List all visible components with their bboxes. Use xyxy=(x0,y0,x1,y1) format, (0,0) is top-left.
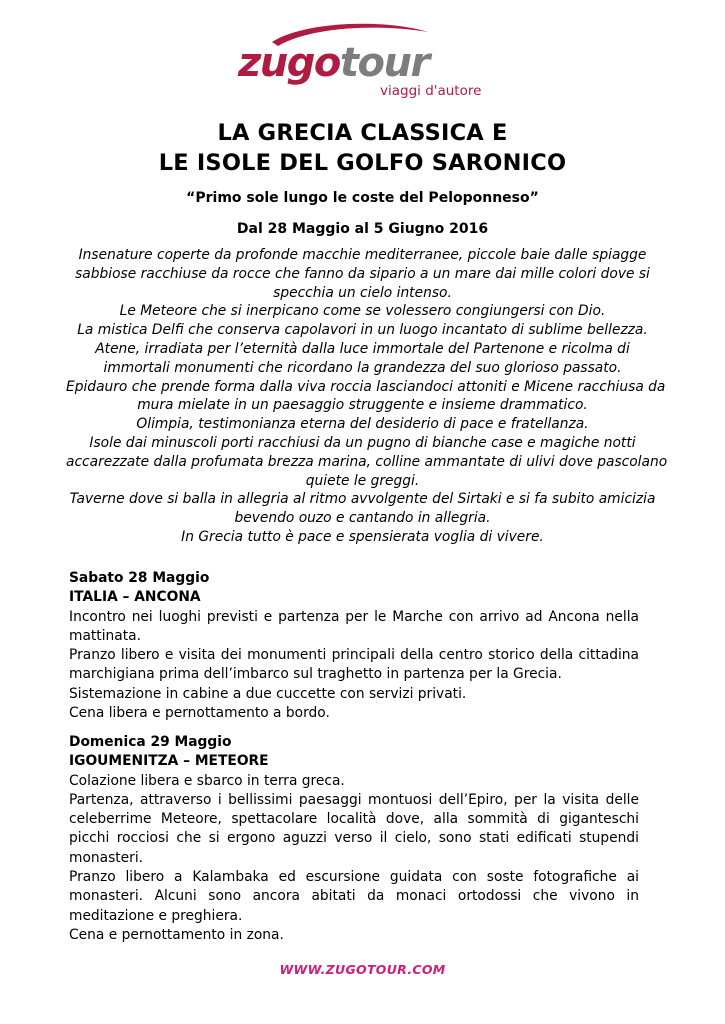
logo-zugo: zugo xyxy=(238,40,340,86)
day-route: ITALIA – ANCONA xyxy=(69,589,201,606)
day-paragraph: Cena libera e pernottamento a bordo. xyxy=(69,705,330,722)
itinerary-day-1 xyxy=(69,569,639,723)
intro-text xyxy=(66,246,668,547)
intro-line: Insenature coperte da profonde macchie mediterranee, piccole baie dalle spiagge xyxy=(78,247,647,263)
day-paragraph: Incontro nei luoghi previsti e partenza per le Marche con arrivo ad Ancona nella mattinata. xyxy=(69,608,639,644)
intro-line: Isole dai minuscoli porti racchiusi da un pugno di bianche case e magiche notti xyxy=(89,434,636,451)
logo-graphic xyxy=(232,18,482,106)
day-paragraph: Pranzo libero a Kalambaka ed escursione guidata con soste fotografiche ai monasteri. Alcuni sono ancora abitati da monaci ortodossi che vivono in meditazione e preghiera. xyxy=(69,869,639,924)
day-paragraph: Pranzo libero e visita dei monumenti principali della centro storico della cittadina marchigiana prima dell’imbarco sul traghetto in partenza per la Grecia. xyxy=(69,647,639,683)
title-line-1: LA GRECIA CLASSICA E xyxy=(217,120,508,146)
intro-line: Olimpia, testimonianza eterna del desiderio di pace e fratellanza. xyxy=(136,416,589,433)
intro-line: La mistica Delfi che conserva capolavori in un luogo incantato di sublime bellezza. xyxy=(77,322,648,339)
logo-tagline: viaggi d'autore xyxy=(380,83,482,99)
website-link[interactable]: WWW.ZUGOTOUR.COM xyxy=(279,962,446,977)
intro-line: immortali monumenti che ricordano la grandezza del suo glorioso passato. xyxy=(103,359,622,376)
intro-line: In Grecia tutto è pace e spensierata voglia di vivere. xyxy=(181,528,544,545)
intro-line: accarezzate dalla profumata brezza marina, colline ammantate di ulivi dove pascolano xyxy=(66,453,668,470)
subtitle: “Primo sole lungo le coste del Peloponneso” xyxy=(186,190,539,206)
day-paragraph: Colazione libera e sbarco in terra greca. xyxy=(69,772,345,789)
logo-text xyxy=(237,40,432,86)
day-paragraph: Sistemazione in cabine a due cuccette con servizi privati. xyxy=(69,685,467,702)
intro-line: quiete le greggi. xyxy=(305,472,420,489)
day-paragraph: Partenza, attraverso i bellissimi paesaggi montuosi dell’Epiro, per la visita delle celeberrime Meteore, spettacolare località dove, alla sommità di giganteschi picchi rocciosi che si ergono aguzzi verso il cielo, sono stati edificati stupendi monasteri. xyxy=(69,791,639,866)
itinerary-day-2 xyxy=(69,733,639,945)
travel-dates: Dal 28 Maggio al 5 Giugno 2016 xyxy=(236,221,489,237)
day-date: Sabato 28 Maggio xyxy=(69,570,210,586)
intro-line: Atene, irradiata per l’eternità dalla luce immortale del Partenone e ricolma di xyxy=(95,340,630,357)
intro-line: Le Meteore che si inerpicano come se volessero congiungersi con Dio. xyxy=(119,303,606,320)
logo-tour: tour xyxy=(339,40,429,86)
intro-line: specchia un cielo intenso. xyxy=(273,284,452,301)
intro-line: sabbiose racchiuse da rocce che fanno da sipario a un mare dai mille colori dove si xyxy=(75,265,650,282)
zugotour-logo xyxy=(232,18,482,106)
intro-line: Taverne dove si balla in allegria al ritmo avvolgente del Sirtaki e si fa subito amicizia xyxy=(69,491,656,508)
intro-line: Epidauro che prende forma dalla viva roccia lasciandoci attoniti e Micene racchiusa da xyxy=(66,378,666,395)
day-date: Domenica 29 Maggio xyxy=(69,734,232,750)
intro-line: mura mielate in un paesaggio struggente e insieme drammatico. xyxy=(137,397,588,414)
title-line-2: LE ISOLE DEL GOLFO SARONICO xyxy=(158,150,567,176)
day-route: IGOUMENITZA – METEORE xyxy=(69,753,269,770)
day-paragraph: Cena e pernottamento in zona. xyxy=(69,926,284,943)
intro-line: bevendo ouzo e cantando in allegria. xyxy=(234,510,491,527)
